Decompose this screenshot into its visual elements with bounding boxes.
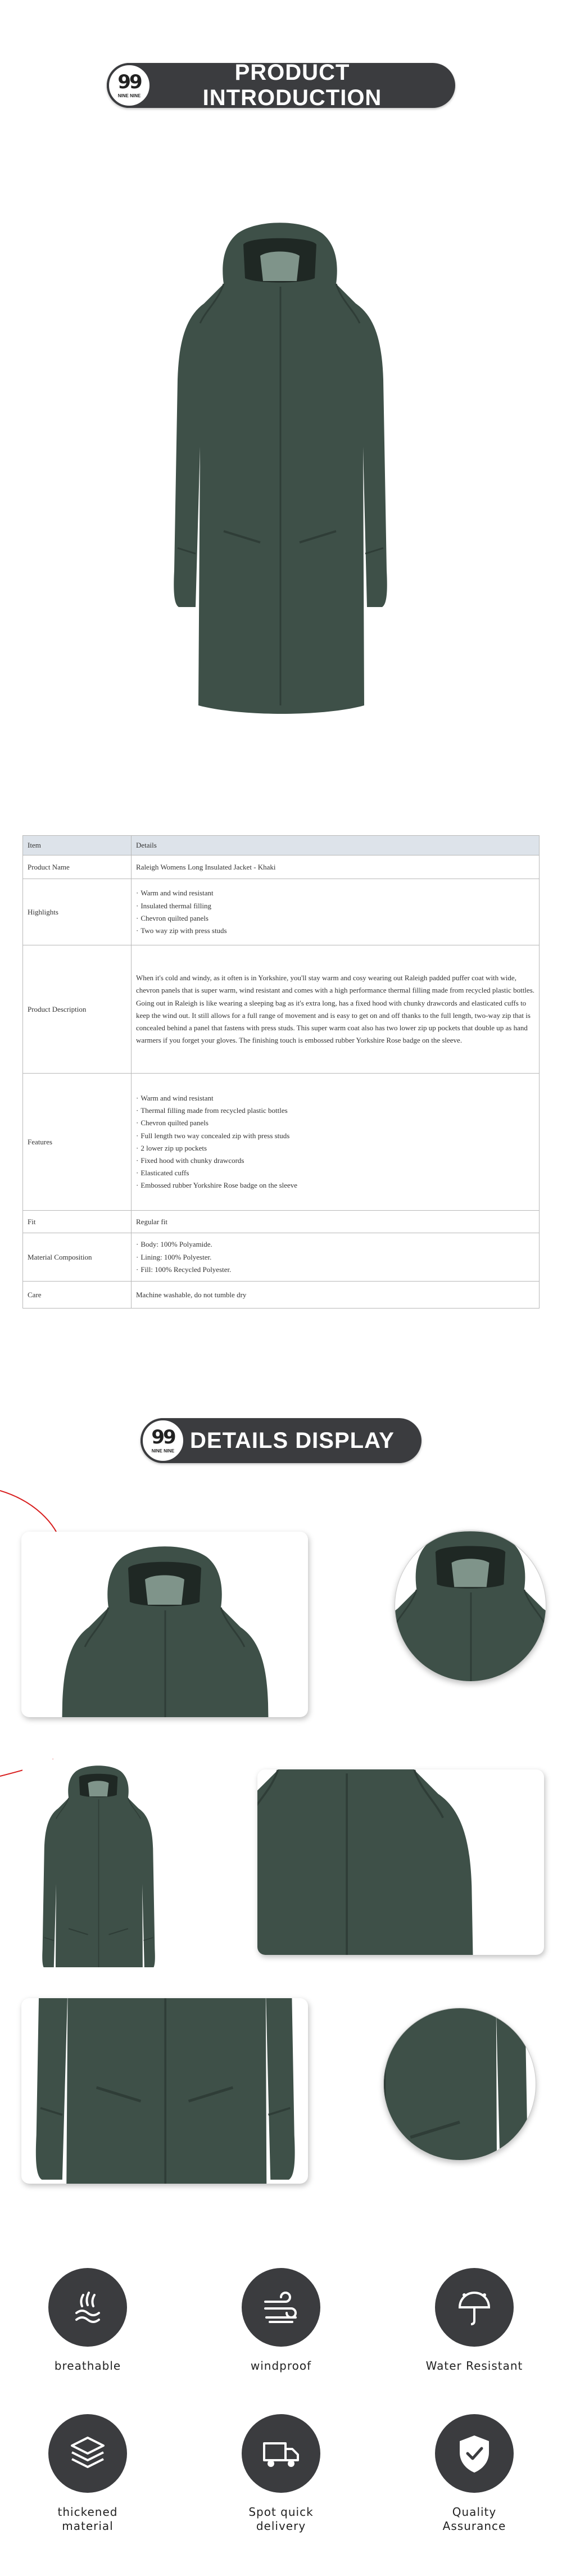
table-cell: Details bbox=[132, 836, 540, 855]
table-row bbox=[23, 1211, 540, 1233]
section-title: DETAILS DISPLAY bbox=[190, 1428, 395, 1453]
brand-logo: 99 NINE NINE bbox=[140, 1418, 185, 1463]
table-cell: Care bbox=[23, 1282, 132, 1309]
windproof-icon bbox=[242, 2268, 320, 2347]
list-item: · Warm and wind resistant bbox=[136, 887, 534, 899]
list-item: · Thermal filling made from recycled plastic bottles bbox=[136, 1104, 534, 1117]
detail-hood-image bbox=[21, 1532, 308, 1717]
list-item: · Lining: 100% Polyester. bbox=[136, 1251, 534, 1264]
table-cell: Fit bbox=[23, 1211, 132, 1233]
water-resistant-icon bbox=[435, 2268, 514, 2347]
spec-table bbox=[22, 835, 540, 1309]
list-item: · Chevron quilted panels bbox=[136, 1117, 534, 1129]
table-row bbox=[23, 879, 540, 945]
list-item: · Fixed hood with chunky drawcords bbox=[136, 1155, 534, 1167]
table-cell: Highlights bbox=[23, 879, 132, 945]
list-item: · Fill: 100% Recycled Polyester. bbox=[136, 1264, 534, 1276]
section-header-intro bbox=[107, 60, 455, 110]
table-row bbox=[23, 855, 540, 879]
table-row bbox=[23, 836, 540, 855]
detail-sleeve-circle bbox=[383, 2008, 536, 2161]
table-row bbox=[23, 1233, 540, 1282]
section-title: PRODUCT INTRODUCTION bbox=[202, 60, 382, 110]
list-item: · 2 lower zip up pockets bbox=[136, 1142, 534, 1155]
table-cell: Raleigh Womens Long Insulated Jacket - Khaki bbox=[132, 855, 540, 879]
detail-back-image bbox=[22, 1759, 174, 1967]
table-row bbox=[23, 945, 540, 1074]
feature-quality-assurance: Quality Assurance bbox=[418, 2414, 531, 2533]
feature-water-resistant: Water Resistant bbox=[418, 2268, 531, 2373]
layers-icon bbox=[48, 2414, 127, 2493]
feature-breathable: breathable bbox=[31, 2268, 144, 2373]
list-item: · Embossed rubber Yorkshire Rose badge on the sleeve bbox=[136, 1179, 534, 1192]
list-item: · Two way zip with press studs bbox=[136, 925, 534, 937]
table-cell bbox=[132, 1074, 540, 1211]
detail-pocket-image bbox=[21, 1998, 308, 2184]
list-item: · Body: 100% Polyamide. bbox=[136, 1238, 534, 1251]
table-cell: Machine washable, do not tumble dry bbox=[132, 1282, 540, 1309]
delivery-truck-icon bbox=[242, 2414, 320, 2493]
table-cell: Product Name bbox=[23, 855, 132, 879]
shield-check-icon bbox=[435, 2414, 514, 2493]
list-item: · Insulated thermal filling bbox=[136, 900, 534, 912]
breathable-icon bbox=[48, 2268, 127, 2347]
feature-quick-delivery: Spot quick delivery bbox=[225, 2414, 337, 2533]
feature-windproof: windproof bbox=[225, 2268, 337, 2373]
detail-front-zip-image bbox=[257, 1769, 544, 1955]
table-cell: Product Description bbox=[23, 945, 132, 1074]
table-cell bbox=[132, 1233, 540, 1282]
feature-thickened-material: thickened material bbox=[31, 2414, 144, 2533]
product-image bbox=[139, 211, 420, 728]
list-item: · Chevron quilted panels bbox=[136, 912, 534, 925]
table-row bbox=[23, 1074, 540, 1211]
table-cell: Item bbox=[23, 836, 132, 855]
table-cell: When it's cold and windy, as it often is in Yorkshire, you'll stay warm and cosy wearing out Raleigh padded puffer coat with wide, chevron panels that is super warm, wind resistant and comes with a high performance thermal filling made from recycled plastic bottles. Going out in Raleigh is like wearing a sleeping bag as it's extra long, has a fixed hood with chunky drawcords and elasticated cuffs to keep the wind out. It still allows for a full range of movement and is easy to get on and off thanks to the full length, two-way zip that is concealed behind a panel that fastens with press studs. This super warm coat also has two lower zip up pockets that double up as hand warmers if you forget your gloves. The finishing touch is embossed rubber Yorkshire Rose badge on the sleeve. bbox=[132, 945, 540, 1074]
table-row bbox=[23, 1282, 540, 1309]
table-cell bbox=[132, 879, 540, 945]
list-item: · Elasticated cuffs bbox=[136, 1167, 534, 1179]
list-item: · Full length two way concealed zip with press studs bbox=[136, 1130, 534, 1142]
table-cell: Regular fit bbox=[132, 1211, 540, 1233]
detail-collar-circle bbox=[395, 1530, 546, 1682]
brand-logo: 99 NINE NINE bbox=[107, 63, 152, 108]
table-cell: Material Composition bbox=[23, 1233, 132, 1282]
table-cell: Features bbox=[23, 1074, 132, 1211]
section-header-details bbox=[140, 1418, 422, 1463]
list-item: · Warm and wind resistant bbox=[136, 1092, 534, 1104]
